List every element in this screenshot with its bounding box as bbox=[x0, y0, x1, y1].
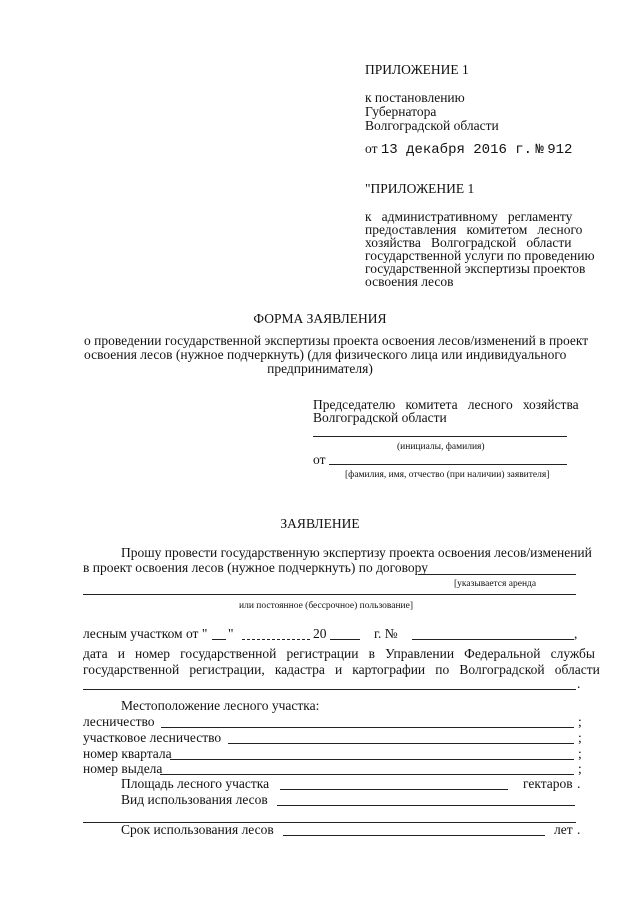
area-line bbox=[280, 789, 508, 790]
appendix2-line-4: государственной услуги по проведению bbox=[365, 248, 595, 263]
forestry-end: ; bbox=[578, 714, 582, 729]
permanent-caption: или постоянное (бессрочное) пользование] bbox=[239, 601, 414, 611]
statement-title: ЗАЯВЛЕНИЕ bbox=[280, 516, 360, 531]
resolution-date bbox=[365, 141, 572, 158]
registration-end: . bbox=[577, 676, 581, 691]
appendix2-line-2: предоставления комитетом лесного bbox=[365, 222, 583, 237]
registration-line-2: государственной регистрации, кадастра и картографии по Волгоградской области bbox=[83, 662, 600, 677]
contract-line bbox=[418, 574, 576, 575]
form-subtitle-line-3: предпринимателя) bbox=[267, 361, 373, 376]
plot-quote-close: " bbox=[228, 626, 234, 641]
location-heading: Местоположение лесного участка: bbox=[121, 698, 320, 713]
applicant-caption: [фамилия, имя, отчество (при наличии) заявителя] bbox=[345, 470, 550, 480]
section-line bbox=[160, 774, 574, 775]
date-prefix: от bbox=[365, 141, 378, 156]
section-label: номер выдела bbox=[83, 761, 163, 776]
area-label: Площадь лесного участка bbox=[121, 776, 270, 791]
month-line bbox=[242, 639, 310, 640]
initials-line bbox=[313, 436, 567, 437]
initials-caption: (инициалы, фамилия) bbox=[397, 442, 485, 452]
resolution-line-3: Волгоградской области bbox=[365, 118, 499, 133]
district-forestry-end: ; bbox=[578, 730, 582, 745]
appendix2-line-1: к административному регламенту bbox=[365, 209, 573, 224]
quarter-line bbox=[170, 759, 574, 760]
term-end: . bbox=[577, 822, 581, 837]
number-sign: № bbox=[535, 142, 544, 158]
resolution-line-2: Губернатора bbox=[365, 104, 437, 119]
plot-comma: , bbox=[574, 626, 578, 641]
term-line bbox=[283, 835, 545, 836]
year-suffix: г. № bbox=[374, 626, 398, 641]
usage-line bbox=[277, 805, 575, 806]
forestry-line bbox=[161, 727, 574, 728]
forestry-label: лесничество bbox=[83, 714, 155, 729]
appendix2-line-6: освоения лесов bbox=[365, 274, 454, 289]
contract-continuation-line bbox=[83, 594, 576, 595]
appendix2-title: "ПРИЛОЖЕНИЕ 1 bbox=[365, 181, 475, 196]
section-end: ; bbox=[578, 761, 582, 776]
quarter-end: ; bbox=[578, 746, 582, 761]
registration-line-1: дата и номер государственной регистрации в Управлении Федеральной службы bbox=[83, 646, 595, 661]
day-line bbox=[212, 639, 226, 640]
resolution-line-1: к постановлению bbox=[365, 90, 465, 105]
area-end: . bbox=[577, 776, 581, 791]
quarter-label: номер квартала bbox=[83, 746, 172, 761]
usage-label: Вид использования лесов bbox=[121, 792, 268, 807]
district-forestry-label: участковое лесничество bbox=[83, 730, 222, 745]
form-title: ФОРМА ЗАЯВЛЕНИЯ bbox=[253, 311, 387, 326]
plot-label: лесным участком от " bbox=[83, 626, 208, 641]
area-unit: гектаров bbox=[523, 776, 573, 791]
form-subtitle-line-1: о проведении государственной экспертизы проекта освоения лесов/изменений в проект bbox=[84, 333, 589, 348]
registration-line bbox=[83, 689, 576, 690]
addressee-line-1: Председателю комитета лесного хозяйства bbox=[313, 397, 579, 412]
form-subtitle-line-2: освоения лесов (нужное подчеркнуть) (для физического лица или индивидуального bbox=[84, 347, 567, 362]
statement-line-1: Прошу провести государственную экспертизу проекта освоения лесов/изменений bbox=[121, 545, 592, 560]
term-unit: лет bbox=[554, 822, 573, 837]
district-forestry-line bbox=[228, 743, 574, 744]
from-label: от bbox=[313, 452, 326, 467]
year-line bbox=[330, 639, 360, 640]
contract-number-line bbox=[412, 639, 574, 640]
date-value: 13 декабря 2016 г. bbox=[380, 142, 533, 158]
term-label: Срок использования лесов bbox=[121, 822, 274, 837]
appendix2-line-3: хозяйства Волгоградской области bbox=[365, 235, 572, 250]
addressee-line-2: Волгоградской области bbox=[313, 410, 447, 425]
applicant-line bbox=[329, 464, 567, 465]
appendix-title: ПРИЛОЖЕНИЕ 1 bbox=[365, 62, 469, 77]
arenda-caption: [указывается аренда bbox=[454, 579, 537, 589]
appendix2-line-5: государственной экспертизы проектов bbox=[365, 261, 586, 276]
statement-line-2: в проект освоения лесов (нужное подчеркнуть) по договору bbox=[83, 560, 428, 575]
year-prefix: 20 bbox=[313, 626, 327, 641]
number-value: 912 bbox=[547, 142, 573, 158]
